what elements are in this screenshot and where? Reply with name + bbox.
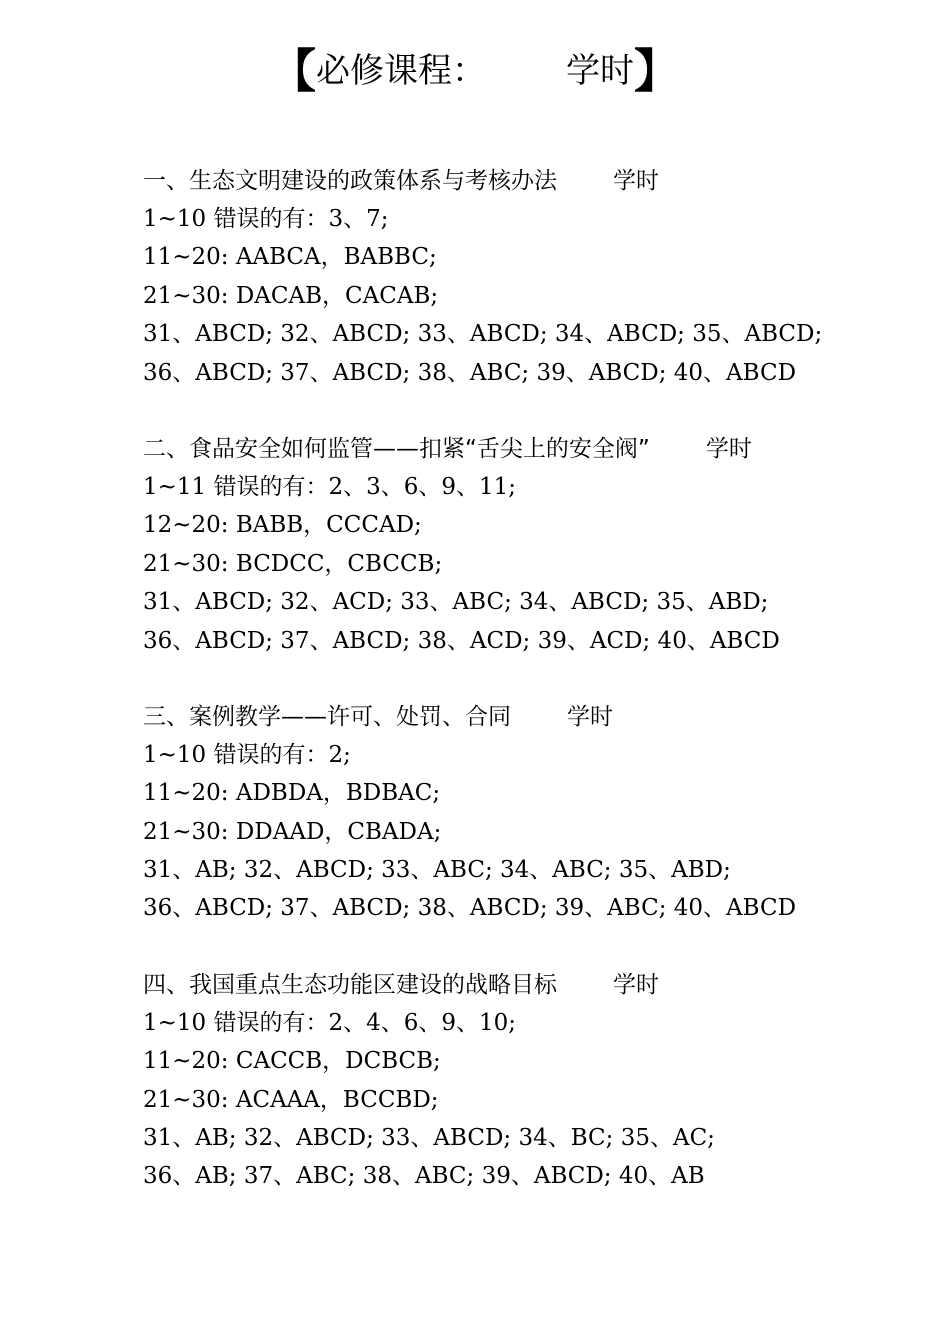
section-hours: 学时 bbox=[567, 703, 613, 730]
answer-line: 11~20: ADBDA，BDBAC; bbox=[143, 780, 441, 807]
section-heading bbox=[143, 162, 933, 200]
answer-line: 1~10 错误的有：2、4、6、9、10; bbox=[143, 1009, 517, 1036]
answer-line: 31、ABCD; 32、ACD; 33、ABC; 34、ABCD; 35、ABD; bbox=[143, 589, 769, 616]
answer-line: 36、ABCD; 37、ABCD; 38、ABC; 39、ABCD; 40、ABCD bbox=[143, 359, 797, 386]
title-label: 必修课程： bbox=[316, 51, 486, 91]
answer-line: 36、AB; 37、ABC; 38、ABC; 39、ABCD; 40、AB bbox=[143, 1163, 705, 1190]
section-title: 三、案例教学——许可、处罚、合同 bbox=[143, 703, 511, 730]
answer-line: 31、ABCD; 32、ABCD; 33、ABCD; 34、ABCD; 35、ABCD; bbox=[143, 321, 823, 348]
course-section-1 bbox=[143, 162, 933, 392]
title-close-bracket: 】 bbox=[634, 44, 680, 98]
answer-line: 12~20: BABB，CCCAD; bbox=[143, 512, 422, 539]
answer-line: 21~30: ACAAA，BCCBD; bbox=[143, 1086, 439, 1113]
section-title: 四、我国重点生态功能区建设的战略目标 bbox=[143, 971, 557, 998]
answer-line: 21~30: DDAAD，CBADA; bbox=[143, 818, 442, 845]
section-hours: 学时 bbox=[613, 168, 659, 194]
answer-line: 36、ABCD; 37、ABCD; 38、ACD; 39、ACD; 40、ABCD bbox=[143, 627, 780, 654]
section-hours: 学时 bbox=[705, 435, 752, 462]
title-hours: 学时 bbox=[566, 51, 634, 91]
section-heading bbox=[143, 430, 933, 468]
answer-line: 36、ABCD; 37、ABCD; 38、ABCD; 39、ABC; 40、ABCD bbox=[143, 895, 797, 922]
answer-line: 11~20: CACCB，DCBCB; bbox=[143, 1048, 441, 1075]
answer-line: 1~11 错误的有：2、3、6、9、11; bbox=[143, 473, 517, 500]
section-title: 二、食品安全如何监管——扣紧“舌尖上的安全阀” bbox=[143, 435, 650, 462]
answer-content bbox=[143, 162, 933, 1234]
answer-line: 1~10 错误的有：3、7; bbox=[143, 206, 389, 232]
section-heading bbox=[143, 966, 933, 1004]
title-open-bracket: 【 bbox=[270, 44, 316, 98]
answer-line: 21~30: BCDCC，CBCCB; bbox=[143, 550, 443, 577]
answer-line: 31、AB; 32、ABCD; 33、ABC; 34、ABC; 35、ABD; bbox=[143, 857, 731, 884]
course-section-4 bbox=[143, 966, 933, 1196]
course-section-3 bbox=[143, 698, 933, 928]
answer-line: 1~10 错误的有：2; bbox=[143, 741, 351, 768]
section-heading bbox=[143, 698, 933, 736]
course-section-2 bbox=[143, 430, 933, 660]
page-title bbox=[0, 36, 950, 104]
section-hours: 学时 bbox=[613, 971, 659, 998]
section-title: 一、生态文明建设的政策体系与考核办法 bbox=[143, 168, 557, 194]
answer-line: 11~20: AABCA，BABBC; bbox=[143, 244, 437, 271]
answer-line: 31、AB; 32、ABCD; 33、ABCD; 34、BC; 35、AC; bbox=[143, 1125, 715, 1152]
answer-line: 21~30: DACAB，CACAB; bbox=[143, 282, 439, 309]
